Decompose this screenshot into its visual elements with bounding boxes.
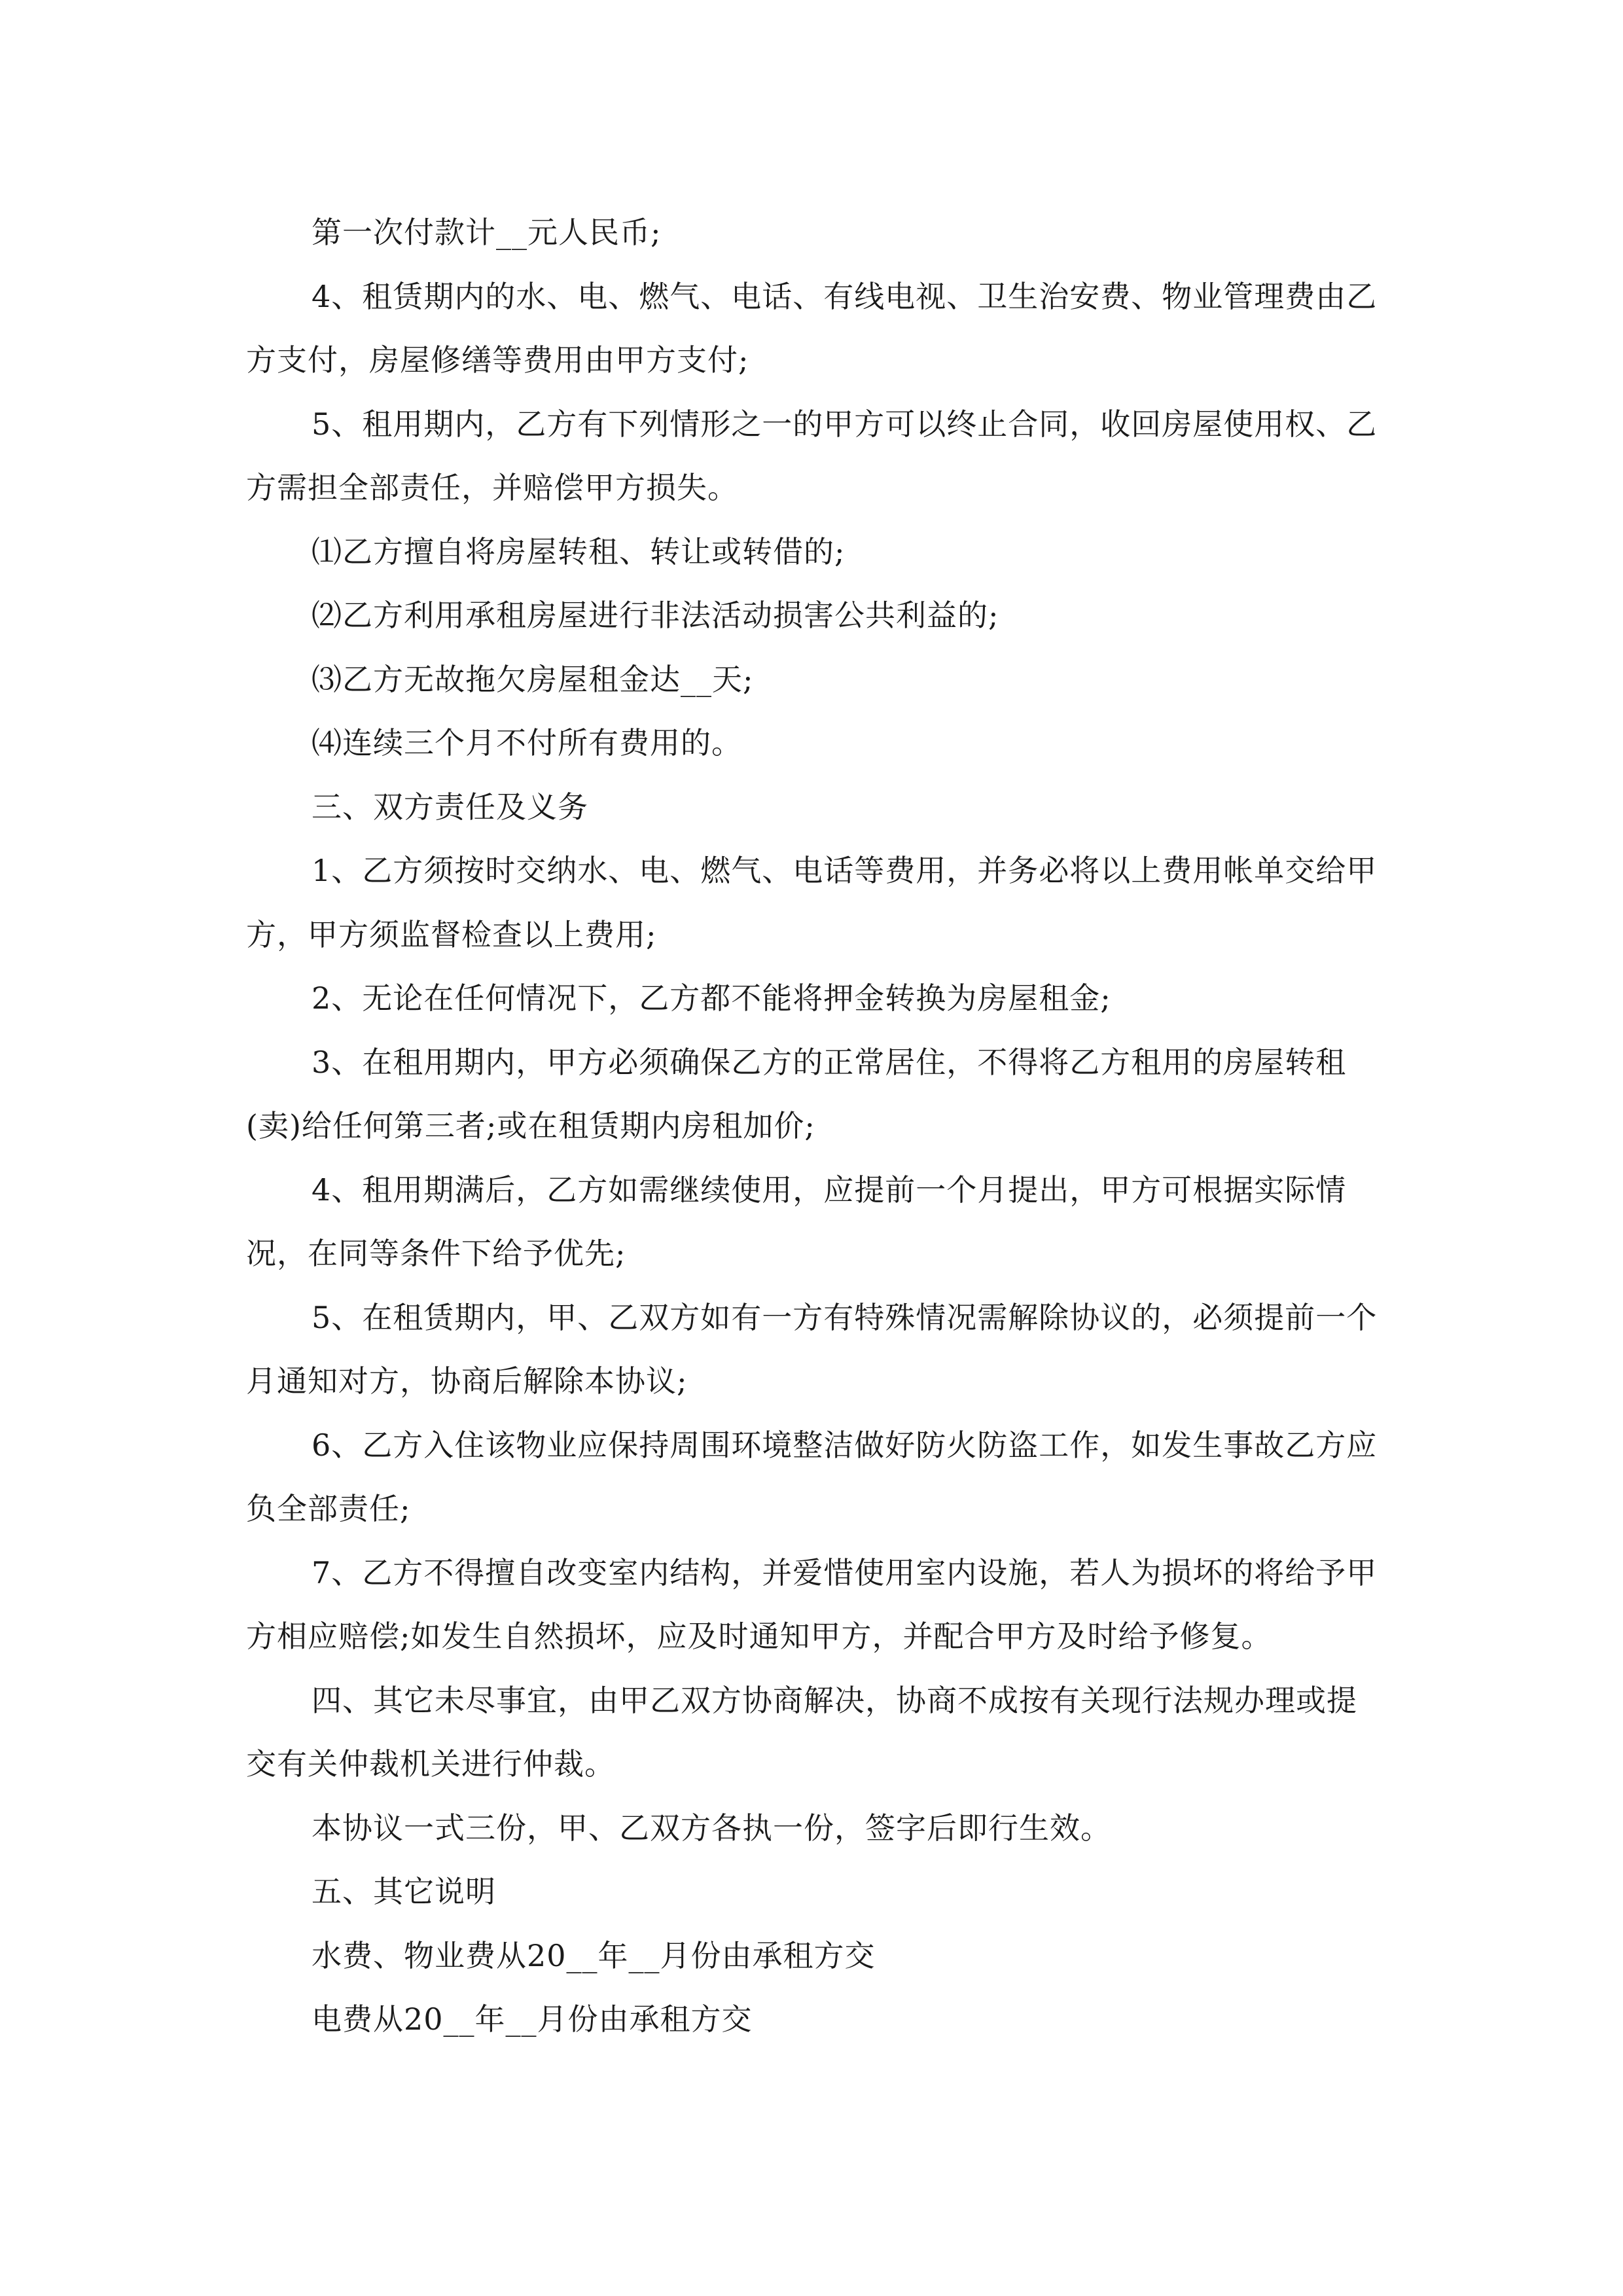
paragraph-condition-1: ⑴乙方擅自将房屋转租、转让或转借的;: [312, 533, 846, 569]
paragraph-duty-1: 1、乙方须按时交纳水、电、燃气、电话等费用，并务必将以上费用帐单交给甲方，甲方须监督检查以上费用;: [246, 853, 1378, 952]
paragraph-electricity-fee: 电费从20__年__月份由承租方交: [312, 2001, 753, 2037]
paragraph-termination-conditions: 5、租用期内，乙方有下列情形之一的甲方可以终止合同，收回房屋使用权、乙方需担全部责任，并赔偿甲方损失。: [246, 406, 1378, 505]
paragraph-duty-2: 2、无论在任何情况下，乙方都不能将押金转换为房屋租金;: [312, 980, 1111, 1016]
paragraph-first-payment: 第一次付款计__元人民币;: [312, 215, 662, 250]
paragraph-condition-3: ⑶乙方无故拖欠房屋租金达__天;: [312, 661, 754, 697]
paragraph-duty-6: 6、乙方入住该物业应保持周围环境整洁做好防火防盗工作，如发生事故乙方应负全部责任;: [246, 1427, 1378, 1526]
paragraph-duty-7: 7、乙方不得擅自改变室内结构，并爱惜使用室内设施，若人为损坏的将给予甲方相应赔偿;如发生自然损坏，应及时通知甲方，并配合甲方及时给予修复。: [246, 1554, 1378, 1654]
paragraph-duty-5: 5、在租赁期内，甲、乙双方如有一方有特殊情况需解除协议的，必须提前一个月通知对方，协商后解除本协议;: [246, 1299, 1378, 1399]
section-heading-responsibilities: 三、双方责任及义务: [312, 789, 588, 825]
section-other-matters: 四、其它未尽事宜，由甲乙双方协商解决，协商不成按有关现行法规办理或提交有关仲裁机关进行仲裁。: [246, 1682, 1357, 1782]
paragraph-utility-fees: 4、租赁期内的水、电、燃气、电话、有线电视、卫生治安费、物业管理费由乙方支付，房屋修缮等费用由甲方支付;: [246, 278, 1378, 378]
paragraph-copies: 本协议一式三份，甲、乙双方各执一份，签字后即行生效。: [312, 1810, 1111, 1846]
section-heading-other-notes: 五、其它说明: [312, 1874, 496, 1909]
paragraph-condition-4: ⑷连续三个月不付所有费用的。: [312, 725, 742, 761]
paragraph-duty-3: 3、在租用期内，甲方必须确保乙方的正常居住，不得将乙方租用的房屋转租(卖)给任何第三者;或在租赁期内房租加价;: [246, 1044, 1347, 1143]
paragraph-water-property-fee: 水费、物业费从20__年__月份由承租方交: [312, 1937, 876, 1973]
paragraph-duty-4: 4、租用期满后，乙方如需继续使用，应提前一个月提出，甲方可根据实际情况，在同等条件下给予优先;: [246, 1172, 1347, 1271]
paragraph-condition-2: ⑵乙方利用承租房屋进行非法活动损害公共利益的;: [312, 598, 999, 633]
document-body: [246, 201, 1385, 2052]
